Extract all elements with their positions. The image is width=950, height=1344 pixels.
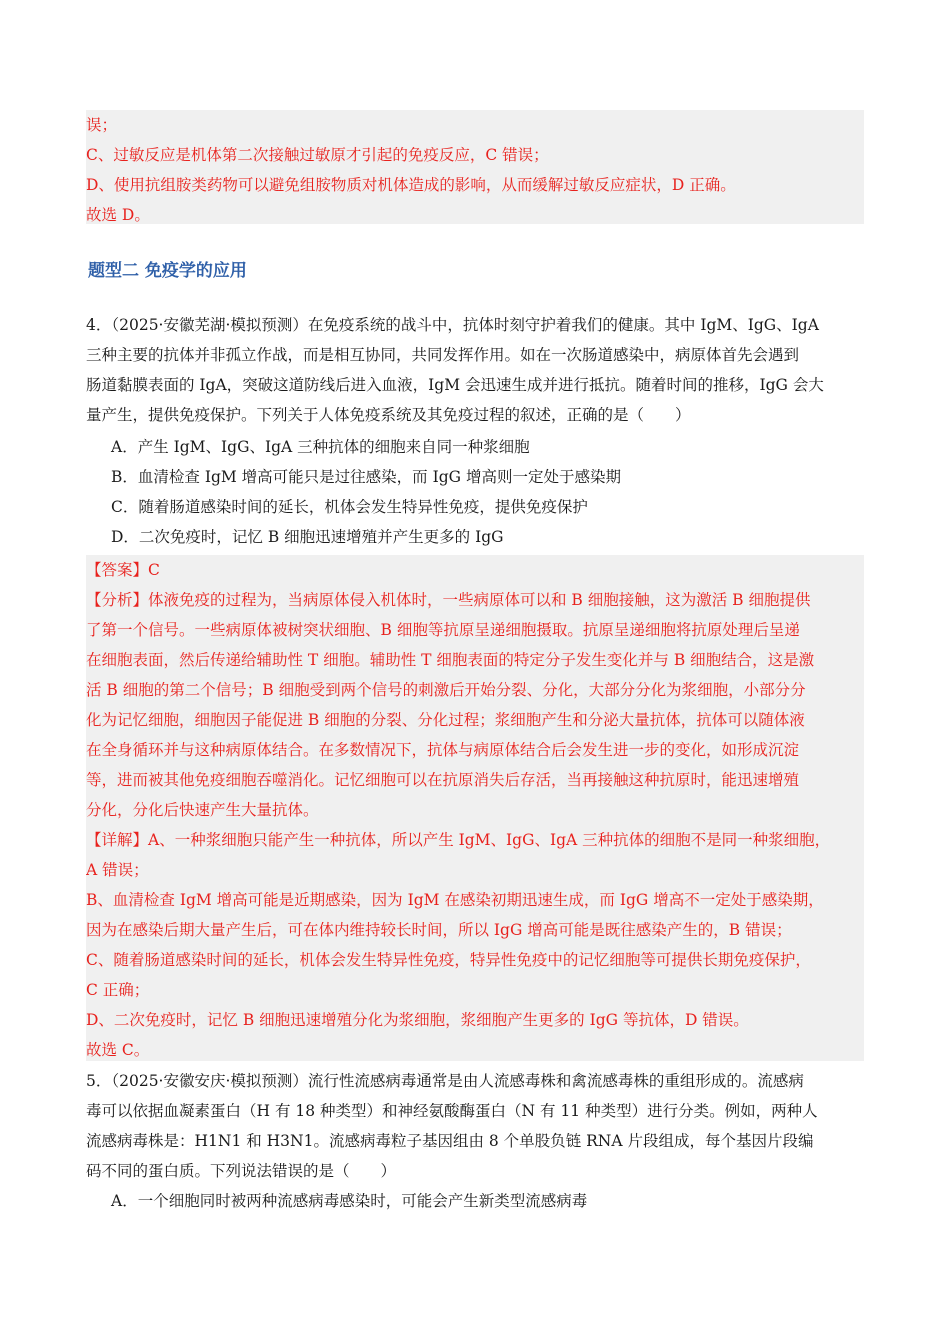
question-line: 肠道黏膜表面的 IgA，突破这道防线后进入血液，IgM 会迅速生成并进行抵抗。随着时间的推移，IgG 会大 xyxy=(86,376,824,394)
option-c: C．随着肠道感染时间的延长，机体会发生特异性免疫，提供免疫保护 xyxy=(111,498,588,516)
conclusion-line: 故选 C。 xyxy=(86,1041,150,1059)
detail-line: 【详解】A、一种浆细胞只能产生一种抗体，所以产生 IgM、IgG、IgA 三种抗体的细胞不是同一种浆细胞， xyxy=(86,831,831,849)
answer-line: 【答案】C xyxy=(86,561,160,579)
analysis-line: 分化，分化后快速产生大量抗体。 xyxy=(86,801,319,819)
analysis-line: 【分析】体液免疫的过程为，当病原体侵入机体时，一些病原体可以和 B 细胞接触，这为激活 B 细胞提供 xyxy=(86,591,811,609)
detail-line: A 错误； xyxy=(86,861,149,879)
question-4-solution-block xyxy=(86,555,864,1061)
solution-line: 故选 D。 xyxy=(86,206,150,224)
analysis-line: 化为记忆细胞，细胞因子能促进 B 细胞的分裂、分化过程；浆细胞产生和分泌大量抗体，抗体可以随体液 xyxy=(86,711,805,729)
question-line: 4．（2025·安徽芜湖·模拟预测）在免疫系统的战斗中，抗体时刻守护着我们的健康。其中 IgM、IgG、IgA xyxy=(86,316,819,334)
question-5-options xyxy=(86,1186,864,1216)
detail-line: C、随着肠道感染时间的延长，机体会发生特异性免疫，特异性免疫中的记忆细胞等可提供长期免疫保护， xyxy=(86,951,811,969)
solution-line: D、使用抗组胺类药物可以避免组胺物质对机体造成的影响，从而缓解过敏反应症状，D 正确。 xyxy=(86,176,736,194)
option-b: B．血清检查 IgM 增高可能只是过往感染，而 IgG 增高则一定处于感染期 xyxy=(111,468,621,486)
detail-line: C 正确； xyxy=(86,981,150,999)
question-4-stem xyxy=(86,310,864,430)
detail-line: D、二次免疫时，记忆 B 细胞迅速增殖分化为浆细胞，浆细胞产生更多的 IgG 等抗体，D 错误。 xyxy=(86,1011,749,1029)
question-line: 5．（2025·安徽安庆·模拟预测）流行性流感病毒通常是由人流感毒株和禽流感毒株的重组形成的。流感病 xyxy=(86,1072,804,1090)
analysis-line: 等，进而被其他免疫细胞吞噬消化。记忆细胞可以在抗原消失后存活，当再接触这种抗原时，能迅速增殖 xyxy=(86,771,800,789)
section-heading: 题型二 免疫学的应用 xyxy=(88,261,247,281)
solution-line: 误； xyxy=(86,116,118,134)
question-4-options xyxy=(86,432,864,552)
question-line: 流感病毒株是：H1N1 和 H3N1。流感病毒粒子基因组由 8 个单股负链 RNA 片段组成，每个基因片段编 xyxy=(86,1132,814,1150)
analysis-line: 活 B 细胞的第二个信号；B 细胞受到两个信号的刺激后开始分裂、分化，大部分分化为浆细胞，小部分分 xyxy=(86,681,806,699)
option-a: A．产生 IgM、IgG、IgA 三种抗体的细胞来自同一种浆细胞 xyxy=(111,438,530,456)
detail-line: B、血清检查 IgM 增高可能是近期感染，因为 IgM 在感染初期迅速生成，而 IgG 增高不一定处于感染期， xyxy=(86,891,824,909)
option-d: D．二次免疫时，记忆 B 细胞迅速增殖并产生更多的 IgG xyxy=(111,528,504,546)
option-a: A．一个细胞同时被两种流感病毒感染时，可能会产生新类型流感病毒 xyxy=(111,1192,588,1210)
question-line: 毒可以依据血凝素蛋白（H 有 18 种类型）和神经氨酸酶蛋白（N 有 11 种类型）进行分类。例如，两种人 xyxy=(86,1102,818,1120)
detail-line: 因为在感染后期大量产生后，可在体内维持较长时间，所以 IgG 增高可能是既往感染产生的，B 错误； xyxy=(86,921,792,939)
analysis-line: 在全身循环并与这种病原体结合。在多数情况下，抗体与病原体结合后会发生进一步的变化，如形成沉淀 xyxy=(86,741,800,759)
question-line: 码不同的蛋白质。下列说法错误的是（ ） xyxy=(86,1162,397,1180)
question-line: 三种主要的抗体并非孤立作战，而是相互协同，共同发挥作用。如在一次肠道感染中，病原体首先会遇到 xyxy=(86,346,800,364)
solution-line: C、过敏反应是机体第二次接触过敏原才引起的免疫反应，C 错误； xyxy=(86,146,549,164)
question-5-stem xyxy=(86,1066,864,1186)
previous-solution-block xyxy=(86,110,864,224)
question-line: 量产生，提供免疫保护。下列关于人体免疫系统及其免疫过程的叙述，正确的是（ ） xyxy=(86,406,691,424)
analysis-line: 了第一个信号。一些病原体被树突状细胞、B 细胞等抗原呈递细胞摄取。抗原呈递细胞将抗原处理后呈递 xyxy=(86,621,800,639)
analysis-line: 在细胞表面，然后传递给辅助性 T 细胞。辅助性 T 细胞表面的特定分子发生变化并与 B 细胞结合，这是激 xyxy=(86,651,815,669)
